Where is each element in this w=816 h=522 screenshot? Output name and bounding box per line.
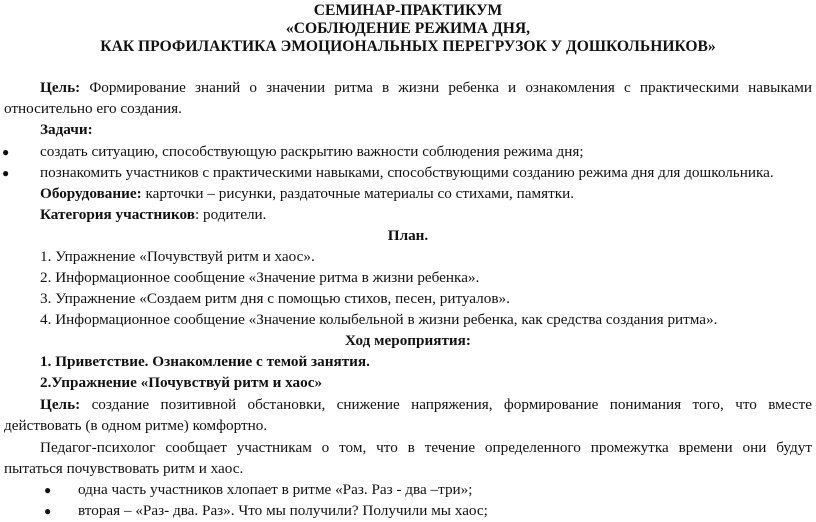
- goal-line-1: [4, 78, 812, 98]
- participants-line: [40, 205, 266, 225]
- procedure-step-2: 2.Упражнение «Почувствуй ритм и хаос»: [40, 373, 323, 391]
- procedure-goal-text-1: создание позитивной обстановки, снижение напряжения, формирование понимания того, что вместе: [91, 395, 813, 413]
- plan-item-1: 1. Упражнение «Почувствуй ритм и хаос».: [40, 247, 315, 265]
- procedure-goal-label: Цель:: [40, 395, 81, 413]
- procedure-heading: Ход мероприятия:: [345, 331, 471, 349]
- plan-heading: План.: [387, 226, 429, 244]
- procedure-bullet-2: вторая – «Раз- два. Раз». Что мы получили? Получили мы хаос;: [78, 502, 488, 519]
- bullet-icon: ●: [2, 144, 10, 159]
- bullet-icon: ●: [44, 504, 52, 518]
- tasks-label: Задачи:: [40, 121, 93, 139]
- task-item-1: создать ситуацию, способствующую раскрытию важности соблюдения режима дня;: [40, 142, 584, 160]
- procedure-goal-line-1: [4, 395, 812, 415]
- procedure-para-line-2: пытаться почувствовать ритм и хаос.: [4, 459, 244, 477]
- title-line-3: КАК ПРОФИЛАКТИКА ЭМОЦИОНАЛЬНЫХ ПЕРЕГРУЗОК У ДОШКОЛЬНИКОВ»: [100, 38, 716, 56]
- title-line-1: СЕМИНАР-ПРАКТИКУМ: [313, 1, 503, 19]
- goal-text-1: Формирование знаний о значении ритма в жизни ребенка и ознакомления с практическими навыками: [89, 79, 813, 97]
- plan-item-2: 2. Информационное сообщение «Значение ритма в жизни ребенка».: [40, 268, 480, 286]
- goal-line-2: относительно его создания.: [4, 100, 182, 118]
- plan-item-4: 4. Информационное сообщение «Значение колыбельной в жизни ребенка, как средства создания ритма».: [40, 310, 718, 328]
- title-line-2: «СОБЛЮДЕНИЕ РЕЖИМА ДНЯ,: [285, 20, 531, 38]
- procedure-para-line-1: Педагог-психолог сообщает участникам о том, что в течение определенного промежутка времени они будут: [40, 438, 812, 456]
- procedure-goal-line-2: действовать (в одном ритме) комфортно.: [4, 416, 268, 434]
- equipment-line: [40, 184, 574, 204]
- participants-label: Категория участников: [40, 205, 195, 223]
- procedure-step-1: 1. Приветствие. Ознакомление с темой занятия.: [40, 352, 370, 370]
- bullet-icon: ●: [2, 165, 10, 180]
- goal-label: Цель:: [40, 79, 81, 97]
- participants-text: : родители.: [194, 205, 267, 223]
- equipment-label: Оборудование:: [40, 184, 142, 202]
- equipment-text: карточки – рисунки, раздаточные материалы со стихами, памятки.: [145, 184, 575, 202]
- plan-item-3: 3. Упражнение «Создаем ритм дня с помощью стихов, песен, ритуалов».: [40, 289, 510, 307]
- procedure-bullet-1: одна часть участников хлопает в ритме «Раз. Раз - два –три»;: [78, 480, 473, 498]
- bullet-icon: ●: [44, 482, 52, 497]
- task-item-2: познакомить участников с практическими навыками, способствующими созданию режима дня для дошкольника.: [40, 163, 774, 181]
